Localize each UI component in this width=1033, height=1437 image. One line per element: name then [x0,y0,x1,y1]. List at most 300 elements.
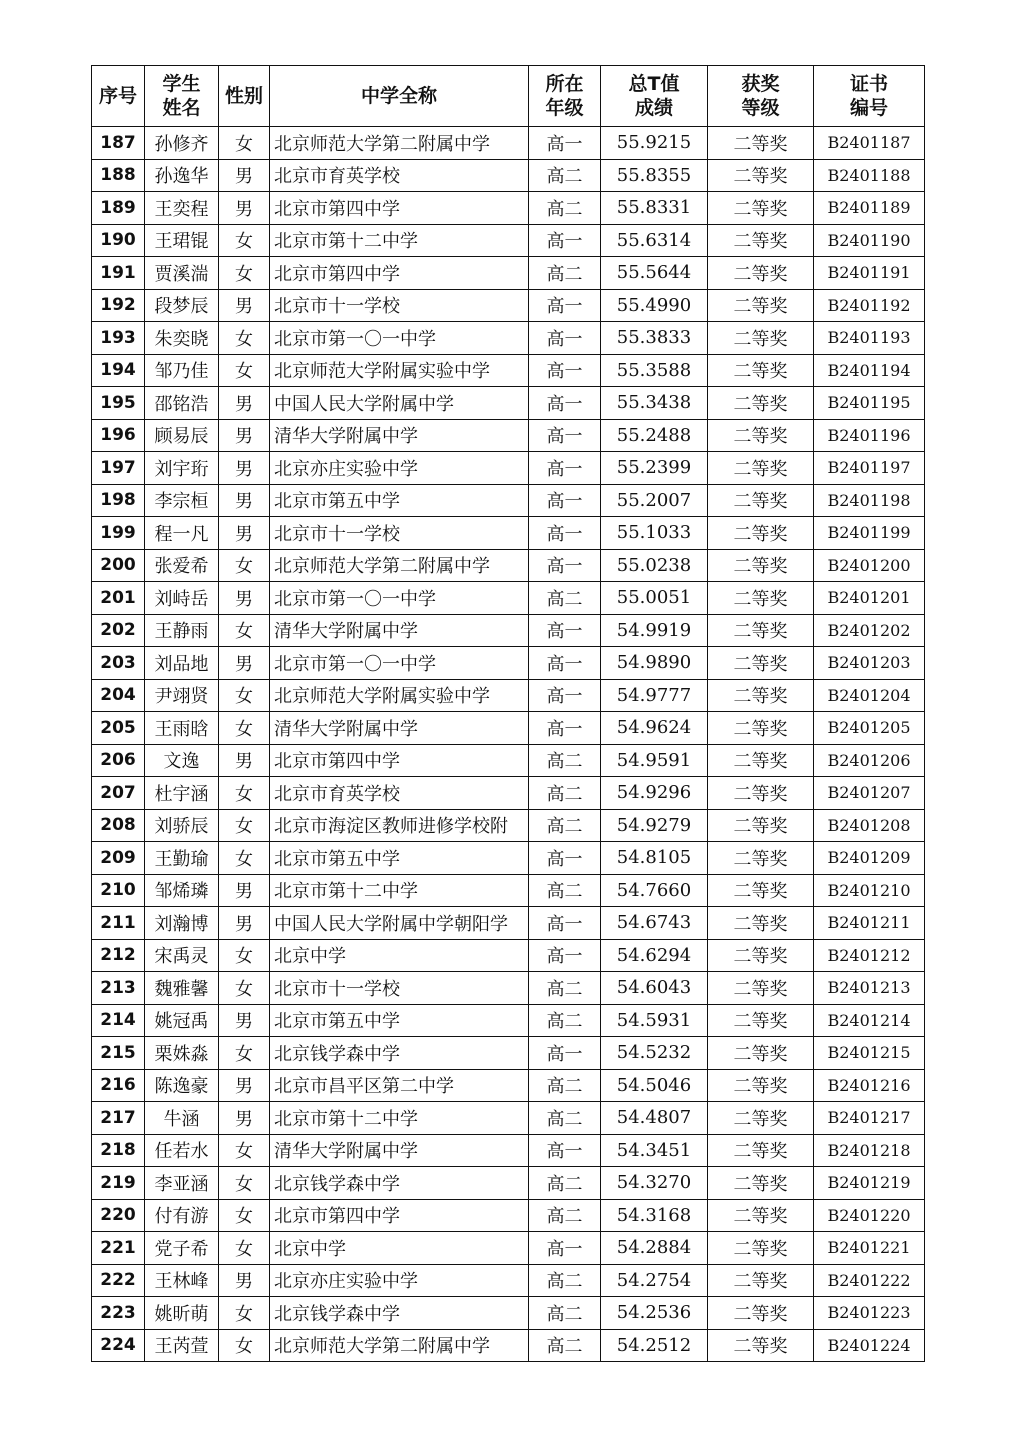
gender-cell: 女 [219,1199,270,1232]
gender-cell: 女 [219,777,270,810]
row-number: 193 [92,322,145,355]
school-name: 北京师范大学附属实验中学 [270,679,529,712]
school-name: 北京师范大学第二附属中学 [270,1329,529,1362]
certificate-number: B2401187 [814,127,925,160]
score-cell: 54.4807 [601,1102,708,1135]
table-row [92,354,925,387]
score-cell: 55.5644 [601,257,708,290]
table-row [92,1232,925,1265]
student-name: 王勤瑜 [145,842,219,875]
certificate-number: B2401198 [814,484,925,517]
school-name: 北京市昌平区第二中学 [270,1069,529,1102]
table-row [92,159,925,192]
school-name: 北京市第一〇一中学 [270,582,529,615]
school-name: 北京市第四中学 [270,1199,529,1232]
grade-cell: 高一 [529,517,601,550]
student-name: 姚冠禹 [145,1004,219,1037]
row-number: 198 [92,484,145,517]
student-name: 张爱希 [145,549,219,582]
row-number: 218 [92,1134,145,1167]
certificate-number: B2401191 [814,257,925,290]
school-name: 中国人民大学附属中学朝阳学 [270,907,529,940]
grade-cell: 高一 [529,289,601,322]
certificate-number: B2401197 [814,452,925,485]
award-level: 二等奖 [708,614,814,647]
row-number: 200 [92,549,145,582]
table-row [92,387,925,420]
award-level: 二等奖 [708,1004,814,1037]
award-level: 二等奖 [708,387,814,420]
student-name: 李亚涵 [145,1167,219,1200]
grade-cell: 高二 [529,192,601,225]
student-name: 杜宇涵 [145,777,219,810]
award-level: 二等奖 [708,289,814,322]
gender-cell: 女 [219,972,270,1005]
table-row [92,484,925,517]
table-row [92,1264,925,1297]
row-number: 199 [92,517,145,550]
grade-cell: 高二 [529,777,601,810]
table-row [92,614,925,647]
school-name: 北京市第十二中学 [270,224,529,257]
grade-cell: 高一 [529,1134,601,1167]
student-name: 付有游 [145,1199,219,1232]
student-name: 段梦辰 [145,289,219,322]
award-level: 二等奖 [708,907,814,940]
gender-cell: 女 [219,679,270,712]
table-row [92,1037,925,1070]
school-name: 北京市十一学校 [270,289,529,322]
student-name: 王珺锟 [145,224,219,257]
score-cell: 54.6743 [601,907,708,940]
certificate-number: B2401190 [814,224,925,257]
award-level: 二等奖 [708,484,814,517]
row-number: 201 [92,582,145,615]
student-name: 贾溪湍 [145,257,219,290]
certificate-number: B2401205 [814,712,925,745]
student-name: 文逸 [145,744,219,777]
table-row [92,549,925,582]
grade-cell: 高二 [529,1329,601,1362]
school-name: 北京市第五中学 [270,484,529,517]
student-name: 王奕程 [145,192,219,225]
score-cell: 55.2007 [601,484,708,517]
gender-cell: 男 [219,874,270,907]
certificate-number: B2401214 [814,1004,925,1037]
school-name: 北京市第一〇一中学 [270,647,529,680]
gender-cell: 男 [219,452,270,485]
score-cell: 55.0238 [601,549,708,582]
grade-cell: 高二 [529,972,601,1005]
student-name: 邹烯璘 [145,874,219,907]
table-row [92,647,925,680]
table-body [92,127,925,1362]
award-level: 二等奖 [708,1134,814,1167]
grade-cell: 高一 [529,679,601,712]
school-name: 北京市第一〇一中学 [270,322,529,355]
award-level: 二等奖 [708,1297,814,1330]
school-name: 北京师范大学第二附属中学 [270,127,529,160]
gender-cell: 男 [219,192,270,225]
gender-cell: 男 [219,582,270,615]
award-level: 二等奖 [708,192,814,225]
score-cell: 54.6294 [601,939,708,972]
table-row [92,744,925,777]
score-cell: 54.2884 [601,1232,708,1265]
award-level: 二等奖 [708,939,814,972]
grade-cell: 高一 [529,387,601,420]
gender-cell: 女 [219,1297,270,1330]
table-row [92,1297,925,1330]
grade-cell: 高一 [529,419,601,452]
school-name: 北京市十一学校 [270,517,529,550]
certificate-number: B2401202 [814,614,925,647]
certificate-number: B2401211 [814,907,925,940]
gender-cell: 男 [219,647,270,680]
table-row [92,419,925,452]
grade-cell: 高二 [529,1167,601,1200]
student-name: 李宗桓 [145,484,219,517]
certificate-number: B2401209 [814,842,925,875]
table-row [92,712,925,745]
header-school: 中学全称 [270,66,529,127]
gender-cell: 男 [219,744,270,777]
school-name: 北京市海淀区教师进修学校附 [270,809,529,842]
grade-cell: 高二 [529,1069,601,1102]
grade-cell: 高二 [529,874,601,907]
award-level: 二等奖 [708,1037,814,1070]
student-name: 牛涵 [145,1102,219,1135]
row-number: 195 [92,387,145,420]
score-cell: 54.2536 [601,1297,708,1330]
student-name: 王静雨 [145,614,219,647]
certificate-number: B2401221 [814,1232,925,1265]
row-number: 221 [92,1232,145,1265]
table-row [92,777,925,810]
school-name: 北京中学 [270,1232,529,1265]
award-level: 二等奖 [708,419,814,452]
score-cell: 55.6314 [601,224,708,257]
student-name: 孙逸华 [145,159,219,192]
score-cell: 54.9279 [601,809,708,842]
student-name: 栗姝淼 [145,1037,219,1070]
row-number: 190 [92,224,145,257]
table-row [92,1329,925,1362]
school-name: 北京市育英学校 [270,777,529,810]
certificate-number: B2401207 [814,777,925,810]
student-name: 孙修齐 [145,127,219,160]
grade-cell: 高一 [529,1037,601,1070]
school-name: 北京市第五中学 [270,842,529,875]
score-cell: 55.2399 [601,452,708,485]
student-name: 姚昕萌 [145,1297,219,1330]
school-name: 北京市第四中学 [270,744,529,777]
score-cell: 55.3438 [601,387,708,420]
score-cell: 55.3588 [601,354,708,387]
certificate-number: B2401200 [814,549,925,582]
award-level: 二等奖 [708,777,814,810]
certificate-number: B2401218 [814,1134,925,1167]
header-no: 序号 [92,66,145,127]
award-level: 二等奖 [708,1167,814,1200]
row-number: 194 [92,354,145,387]
gender-cell: 女 [219,712,270,745]
header-award: 获奖 等级 [708,66,814,127]
score-cell: 54.9591 [601,744,708,777]
certificate-number: B2401201 [814,582,925,615]
table-row [92,452,925,485]
award-level: 二等奖 [708,582,814,615]
row-number: 202 [92,614,145,647]
school-name: 北京钱学森中学 [270,1297,529,1330]
row-number: 217 [92,1102,145,1135]
certificate-number: B2401192 [814,289,925,322]
table-row [92,192,925,225]
certificate-number: B2401208 [814,809,925,842]
header-score: 总T值 成绩 [601,66,708,127]
grade-cell: 高一 [529,1232,601,1265]
student-name: 程一凡 [145,517,219,550]
certificate-number: B2401203 [814,647,925,680]
row-number: 187 [92,127,145,160]
student-name: 顾易辰 [145,419,219,452]
header-row [92,66,925,127]
school-name: 清华大学附属中学 [270,1134,529,1167]
certificate-number: B2401193 [814,322,925,355]
certificate-number: B2401219 [814,1167,925,1200]
grade-cell: 高一 [529,712,601,745]
row-number: 220 [92,1199,145,1232]
gender-cell: 女 [219,1167,270,1200]
gender-cell: 男 [219,387,270,420]
student-name: 魏雅馨 [145,972,219,1005]
certificate-number: B2401194 [814,354,925,387]
student-name: 尹翊贤 [145,679,219,712]
award-level: 二等奖 [708,452,814,485]
grade-cell: 高二 [529,257,601,290]
school-name: 北京市第十二中学 [270,1102,529,1135]
table-row [92,1102,925,1135]
school-name: 清华大学附属中学 [270,712,529,745]
award-level: 二等奖 [708,842,814,875]
row-number: 204 [92,679,145,712]
score-cell: 54.9777 [601,679,708,712]
row-number: 216 [92,1069,145,1102]
score-cell: 55.9215 [601,127,708,160]
score-cell: 55.8355 [601,159,708,192]
score-cell: 54.5931 [601,1004,708,1037]
school-name: 北京市第五中学 [270,1004,529,1037]
award-level: 二等奖 [708,517,814,550]
grade-cell: 高一 [529,842,601,875]
grade-cell: 高一 [529,452,601,485]
school-name: 北京中学 [270,939,529,972]
score-cell: 54.3451 [601,1134,708,1167]
award-level: 二等奖 [708,744,814,777]
grade-cell: 高二 [529,1102,601,1135]
certificate-number: B2401217 [814,1102,925,1135]
score-cell: 55.0051 [601,582,708,615]
award-level: 二等奖 [708,159,814,192]
gender-cell: 男 [219,484,270,517]
award-level: 二等奖 [708,1199,814,1232]
score-cell: 54.3168 [601,1199,708,1232]
row-number: 209 [92,842,145,875]
table-row [92,1069,925,1102]
award-level: 二等奖 [708,257,814,290]
table-row [92,257,925,290]
student-name: 邹乃佳 [145,354,219,387]
award-level: 二等奖 [708,712,814,745]
school-name: 北京市十一学校 [270,972,529,1005]
certificate-number: B2401199 [814,517,925,550]
table-row [92,907,925,940]
school-name: 北京市第四中学 [270,192,529,225]
row-number: 208 [92,809,145,842]
gender-cell: 女 [219,549,270,582]
row-number: 224 [92,1329,145,1362]
award-level: 二等奖 [708,322,814,355]
header-name: 学生 姓名 [145,66,219,127]
student-name: 刘瀚博 [145,907,219,940]
score-cell: 54.2754 [601,1264,708,1297]
row-number: 212 [92,939,145,972]
certificate-number: B2401222 [814,1264,925,1297]
row-number: 203 [92,647,145,680]
student-name: 任若水 [145,1134,219,1167]
header-cert: 证书 编号 [814,66,925,127]
gender-cell: 女 [219,1134,270,1167]
row-number: 196 [92,419,145,452]
gender-cell: 男 [219,159,270,192]
row-number: 223 [92,1297,145,1330]
gender-cell: 女 [219,939,270,972]
school-name: 北京钱学森中学 [270,1037,529,1070]
award-level: 二等奖 [708,549,814,582]
student-name: 王雨晗 [145,712,219,745]
score-cell: 54.9624 [601,712,708,745]
header-grade: 所在 年级 [529,66,601,127]
score-cell: 54.9890 [601,647,708,680]
table-row [92,517,925,550]
student-name: 邵铭浩 [145,387,219,420]
score-cell: 55.8331 [601,192,708,225]
school-name: 清华大学附属中学 [270,614,529,647]
gender-cell: 女 [219,1037,270,1070]
score-cell: 55.2488 [601,419,708,452]
certificate-number: B2401206 [814,744,925,777]
school-name: 北京市第十二中学 [270,874,529,907]
row-number: 189 [92,192,145,225]
certificate-number: B2401204 [814,679,925,712]
row-number: 215 [92,1037,145,1070]
award-level: 二等奖 [708,1264,814,1297]
grade-cell: 高一 [529,907,601,940]
grade-cell: 高二 [529,809,601,842]
table-row [92,322,925,355]
table-row [92,582,925,615]
gender-cell: 女 [219,127,270,160]
school-name: 北京市第四中学 [270,257,529,290]
gender-cell: 女 [219,1232,270,1265]
grade-cell: 高一 [529,224,601,257]
table-row [92,1199,925,1232]
award-level: 二等奖 [708,224,814,257]
gender-cell: 男 [219,1102,270,1135]
award-level: 二等奖 [708,874,814,907]
gender-cell: 女 [219,842,270,875]
score-cell: 54.2512 [601,1329,708,1362]
gender-cell: 女 [219,809,270,842]
score-cell: 54.7660 [601,874,708,907]
table-row [92,289,925,322]
row-number: 207 [92,777,145,810]
row-number: 211 [92,907,145,940]
student-name: 王林峰 [145,1264,219,1297]
grade-cell: 高一 [529,322,601,355]
certificate-number: B2401189 [814,192,925,225]
score-cell: 54.5046 [601,1069,708,1102]
table-row [92,1167,925,1200]
grade-cell: 高一 [529,647,601,680]
table-row [92,1004,925,1037]
award-level: 二等奖 [708,1232,814,1265]
row-number: 206 [92,744,145,777]
score-cell: 54.8105 [601,842,708,875]
row-number: 219 [92,1167,145,1200]
grade-cell: 高一 [529,354,601,387]
score-cell: 55.1033 [601,517,708,550]
gender-cell: 男 [219,1069,270,1102]
score-cell: 54.9919 [601,614,708,647]
row-number: 192 [92,289,145,322]
school-name: 北京亦庄实验中学 [270,1264,529,1297]
student-name: 朱奕晓 [145,322,219,355]
student-name: 刘宇珩 [145,452,219,485]
award-level: 二等奖 [708,809,814,842]
school-name: 北京师范大学附属实验中学 [270,354,529,387]
grade-cell: 高二 [529,159,601,192]
score-cell: 54.3270 [601,1167,708,1200]
table-row [92,939,925,972]
table-row [92,972,925,1005]
school-name: 北京师范大学第二附属中学 [270,549,529,582]
table-row [92,874,925,907]
student-name: 王芮萱 [145,1329,219,1362]
grade-cell: 高二 [529,582,601,615]
school-name: 北京亦庄实验中学 [270,452,529,485]
gender-cell: 女 [219,354,270,387]
gender-cell: 女 [219,224,270,257]
row-number: 197 [92,452,145,485]
grade-cell: 高二 [529,1264,601,1297]
header-gender: 性别 [219,66,270,127]
certificate-number: B2401210 [814,874,925,907]
certificate-number: B2401212 [814,939,925,972]
gender-cell: 女 [219,322,270,355]
gender-cell: 男 [219,907,270,940]
gender-cell: 男 [219,289,270,322]
gender-cell: 女 [219,257,270,290]
row-number: 210 [92,874,145,907]
table-row [92,809,925,842]
score-cell: 55.3833 [601,322,708,355]
award-level: 二等奖 [708,1102,814,1135]
award-level: 二等奖 [708,127,814,160]
award-table [91,65,925,1362]
gender-cell: 男 [219,1004,270,1037]
table-row [92,1134,925,1167]
